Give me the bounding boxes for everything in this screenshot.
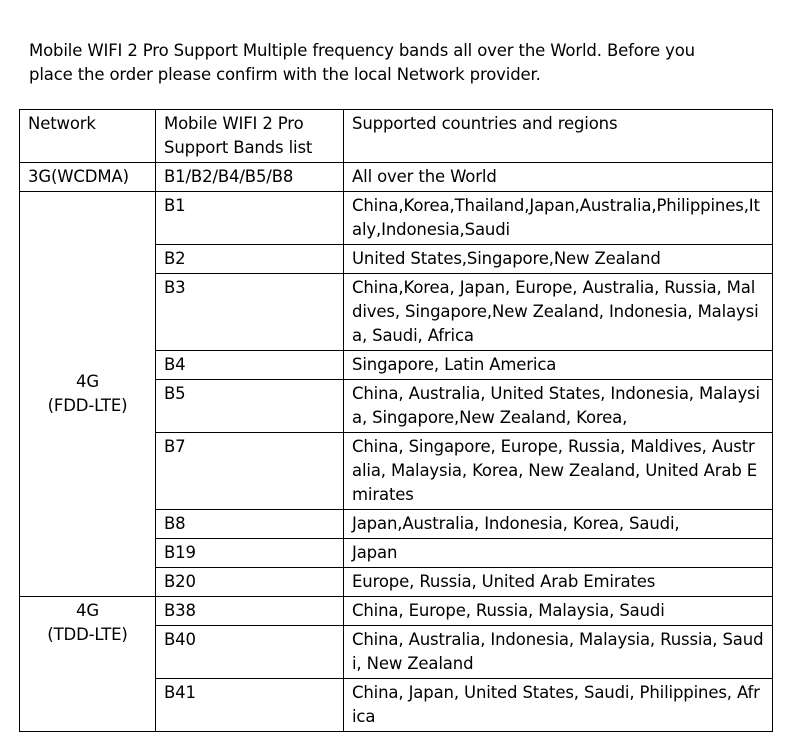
band-cell: B20 xyxy=(156,568,344,597)
table-header-row xyxy=(20,110,773,163)
intro-line-1: Mobile WIFI 2 Pro Support Multiple frequency bands all over the World. Before you xyxy=(29,41,695,60)
network-cell: 3G(WCDMA) xyxy=(20,163,156,192)
network-group-line-2: (TDD-LTE) xyxy=(47,625,128,644)
regions-cell: All over the World xyxy=(344,163,773,192)
band-cell: B4 xyxy=(156,351,344,380)
table-row xyxy=(20,163,773,192)
header-bands xyxy=(156,110,344,163)
band-cell: B7 xyxy=(156,433,344,510)
regions-cell: United States,Singapore,New Zealand xyxy=(344,245,773,274)
network-group-tdd xyxy=(20,597,156,732)
intro-line-2: place the order please confirm with the local Network provider. xyxy=(29,65,541,84)
network-group-line-2: (FDD-LTE) xyxy=(47,396,128,415)
network-group-line-1: 4G xyxy=(76,372,99,391)
band-cell: B41 xyxy=(156,679,344,732)
network-group-fdd xyxy=(20,192,156,597)
header-bands-line-1: Mobile WIFI 2 Pro xyxy=(164,114,304,133)
regions-cell: China,Korea, Japan, Europe, Australia, Russia, Maldives, Singapore,New Zealand, Indonesia, Malaysia, Saudi, Africa xyxy=(344,274,773,351)
table-row xyxy=(20,192,773,245)
regions-cell: China, Singapore, Europe, Russia, Maldives, Australia, Malaysia, Korea, New Zealand, United Arab Emirates xyxy=(344,433,773,510)
band-cell: B38 xyxy=(156,597,344,626)
frequency-bands-table xyxy=(19,109,773,732)
regions-cell: China, Japan, United States, Saudi, Philippines, Africa xyxy=(344,679,773,732)
header-network: Network xyxy=(20,110,156,163)
band-cell: B5 xyxy=(156,380,344,433)
table-row xyxy=(20,597,773,626)
network-group-line-1: 4G xyxy=(76,601,99,620)
band-cell: B3 xyxy=(156,274,344,351)
regions-cell: China, Australia, Indonesia, Malaysia, Russia, Saudi, New Zealand xyxy=(344,626,773,679)
regions-cell: China, Europe, Russia, Malaysia, Saudi xyxy=(344,597,773,626)
regions-cell: Europe, Russia, United Arab Emirates xyxy=(344,568,773,597)
regions-cell: China, Australia, United States, Indonesia, Malaysia, Singapore,New Zealand, Korea, xyxy=(344,380,773,433)
band-cell: B1/B2/B4/B5/B8 xyxy=(156,163,344,192)
intro-text xyxy=(29,39,774,87)
regions-cell: Japan,Australia, Indonesia, Korea, Saudi, xyxy=(344,510,773,539)
band-cell: B2 xyxy=(156,245,344,274)
regions-cell: Japan xyxy=(344,539,773,568)
band-cell: B1 xyxy=(156,192,344,245)
band-cell: B19 xyxy=(156,539,344,568)
regions-cell: China,Korea,Thailand,Japan,Australia,Philippines,Italy,Indonesia,Saudi xyxy=(344,192,773,245)
regions-cell: Singapore, Latin America xyxy=(344,351,773,380)
band-cell: B8 xyxy=(156,510,344,539)
header-regions: Supported countries and regions xyxy=(344,110,773,163)
band-cell: B40 xyxy=(156,626,344,679)
header-bands-line-2: Support Bands list xyxy=(164,138,313,157)
